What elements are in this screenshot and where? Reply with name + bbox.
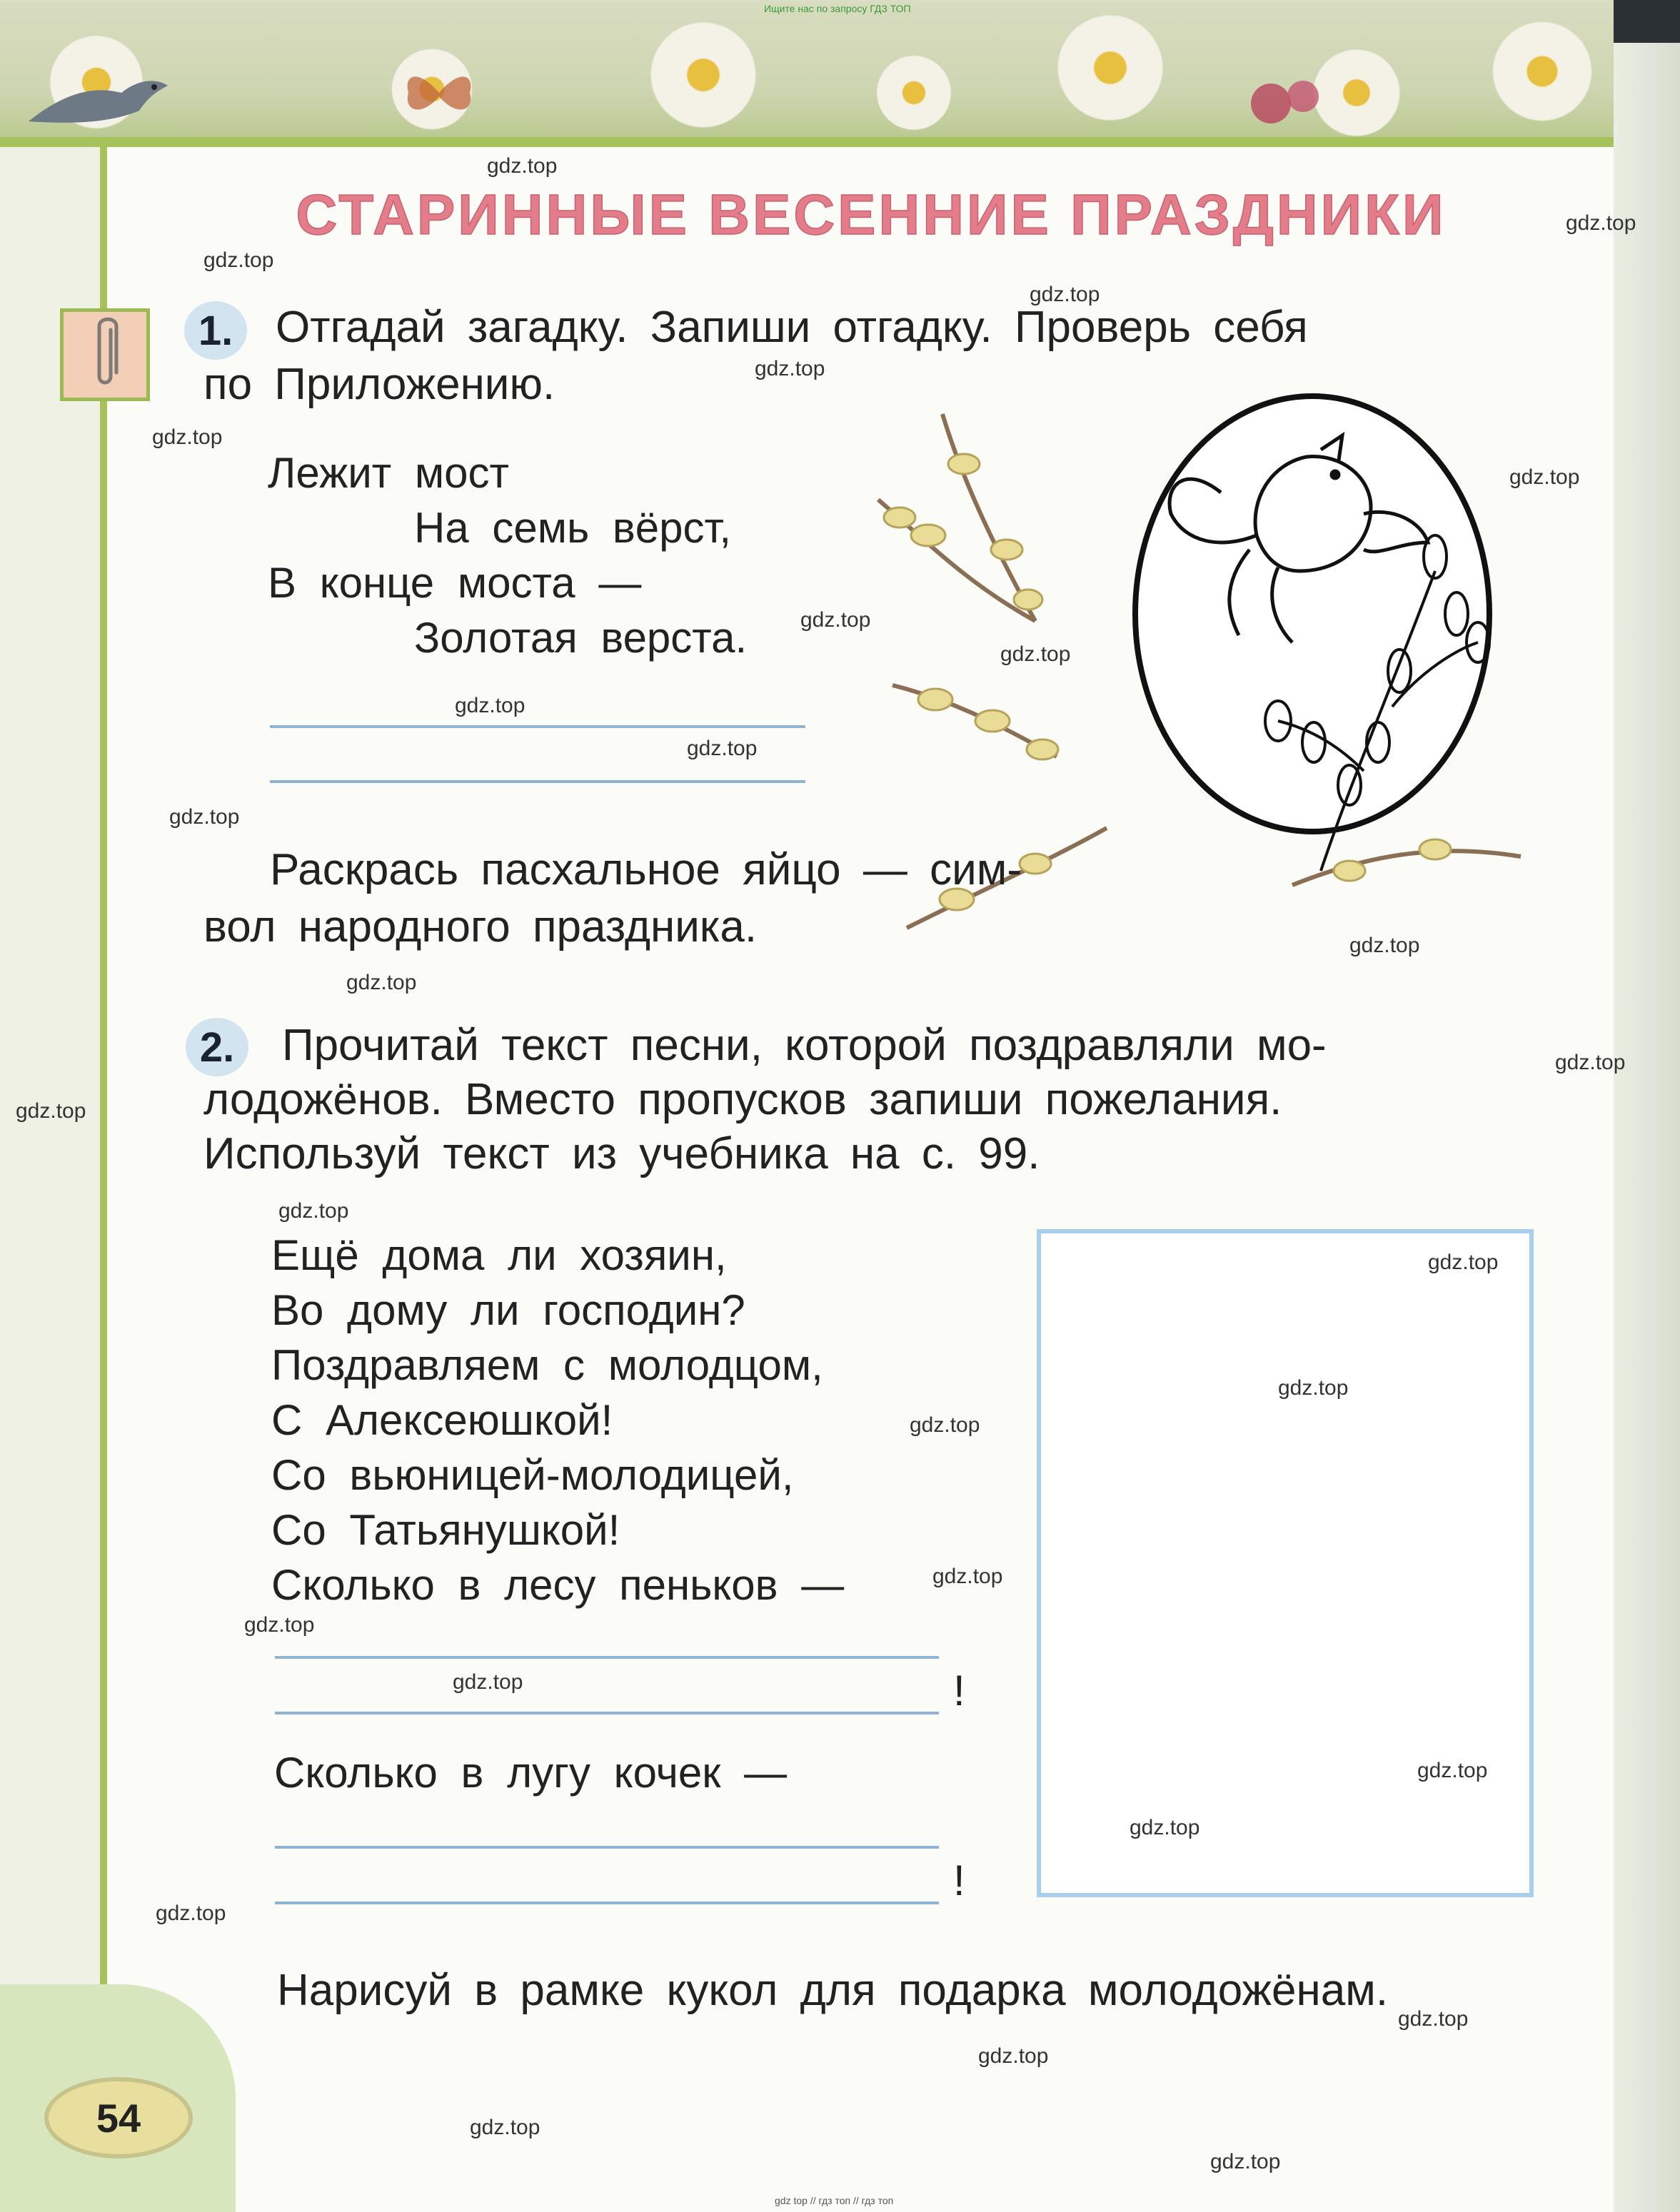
watermark: gdz.top [470,2116,540,2139]
watermark: gdz.top [455,694,525,717]
watermark: gdz.top [1428,1251,1499,1274]
watermark: gdz.top [1130,1816,1200,1839]
answer-line-task2-1[interactable] [275,1656,939,1659]
page-title: СТАРИННЫЕ ВЕСЕННИЕ ПРАЗДНИКИ [296,183,1447,246]
song-line-1: Ещё дома ли хозяин, [271,1231,727,1279]
task-1-number: 1. [184,301,247,360]
watermark: gdz.top [910,1413,980,1437]
watermark: gdz.top [1000,642,1071,666]
decorative-banner [0,0,1614,143]
watermark: gdz.top [1417,1759,1488,1782]
top-note: Ищите нас по запросу ГДЗ ТОП [764,3,911,14]
watermark: gdz.top [1349,934,1420,957]
left-margin-rule [100,147,107,2017]
song-line-6: Со Татьянушкой! [271,1506,620,1554]
task-1-instruction-line-1: Раскрась пасхальное яйцо — сим- [270,845,1022,894]
answer-line-task2-3[interactable] [275,1846,939,1849]
answer-line-task1-1[interactable] [270,725,805,728]
watermark: gdz.top [1030,283,1100,306]
watermark: gdz.top [932,1565,1003,1588]
raspberry-icon [1242,64,1328,136]
appendix-marker [60,308,150,401]
watermark: gdz.top [346,971,417,994]
watermark: gdz.top [1278,1376,1349,1400]
watermark: gdz.top [203,248,274,272]
bottom-note: gdz top // гдз топ // гдз топ [775,2195,894,2206]
drawing-frame[interactable] [1037,1229,1534,1897]
song-line-2: Во дому ли господин? [271,1286,745,1334]
watermark: gdz.top [16,1099,86,1123]
exclamation-mark-2: ! [953,1857,965,1904]
song-line-3: Поздравляем с молодцом, [271,1341,823,1389]
answer-line-task1-2[interactable] [270,780,805,783]
riddle-line-4: Золотая верста. [414,614,748,662]
exclamation-mark-1: ! [953,1667,965,1714]
song-line-5: Со вьюницей-молодицей, [271,1451,794,1499]
watermark: gdz.top [453,1670,523,1694]
song-line-4: С Алексеюшкой! [271,1396,613,1444]
task-2-text-line-3: Используй текст из учебника на с. 99. [203,1129,1040,1178]
watermark: gdz.top [1210,2150,1281,2173]
watermark: gdz.top [1566,211,1636,235]
watermark: gdz.top [1398,2007,1469,2031]
watermark: gdz.top [978,2044,1049,2068]
paperclip-icon [84,315,126,394]
watermark: gdz.top [755,357,825,380]
riddle-line-2: На семь вёрст, [414,504,732,552]
watermark: gdz.top [487,154,558,178]
watermark: gdz.top [156,1902,226,1925]
watermark: gdz.top [278,1199,349,1223]
watermark: gdz.top [800,608,871,632]
task-1-text-line-1: Отгадай загадку. Запиши отгадку. Проверь себя [276,303,1308,352]
task-2-number: 2. [186,1018,248,1076]
task-2-final-instruction: Нарисуй в рамке кукол для подарка молодожёнам. [277,1966,1389,2015]
page-edge-dark [1614,0,1680,43]
banner-stripe [0,137,1614,147]
task-2-text-line-1: Прочитай текст песни, которой поздравляли мо- [282,1021,1327,1070]
watermark: gdz.top [152,425,223,449]
easter-egg-outline [1135,396,1489,832]
riddle-line-1: Лежит мост [268,449,509,497]
answer-line-task2-2[interactable] [275,1712,939,1714]
watermark: gdz.top [1555,1051,1626,1074]
song-line-7: Сколько в лесу пеньков — [271,1561,845,1609]
page-number: 54 [44,2077,193,2158]
watermark: gdz.top [169,805,240,829]
left-margin [0,147,107,2212]
task-1-instruction-line-2: вол народного праздника. [203,902,758,951]
bird-icon [14,43,178,136]
song-line-8: Сколько в лугу кочек — [274,1749,788,1797]
task-2-text-line-2: лодожёнов. Вместо пропусков запиши пожелания. [203,1075,1282,1124]
butterfly-icon [400,64,478,121]
page-edge [1614,0,1680,2212]
watermark: gdz.top [687,737,758,760]
riddle-line-3: В конце моста — [268,559,642,607]
task-1-text-line-2: по Приложению. [203,360,555,409]
watermark: gdz.top [1509,465,1580,489]
watermark: gdz.top [244,1613,315,1637]
answer-line-task2-4[interactable] [275,1902,939,1904]
